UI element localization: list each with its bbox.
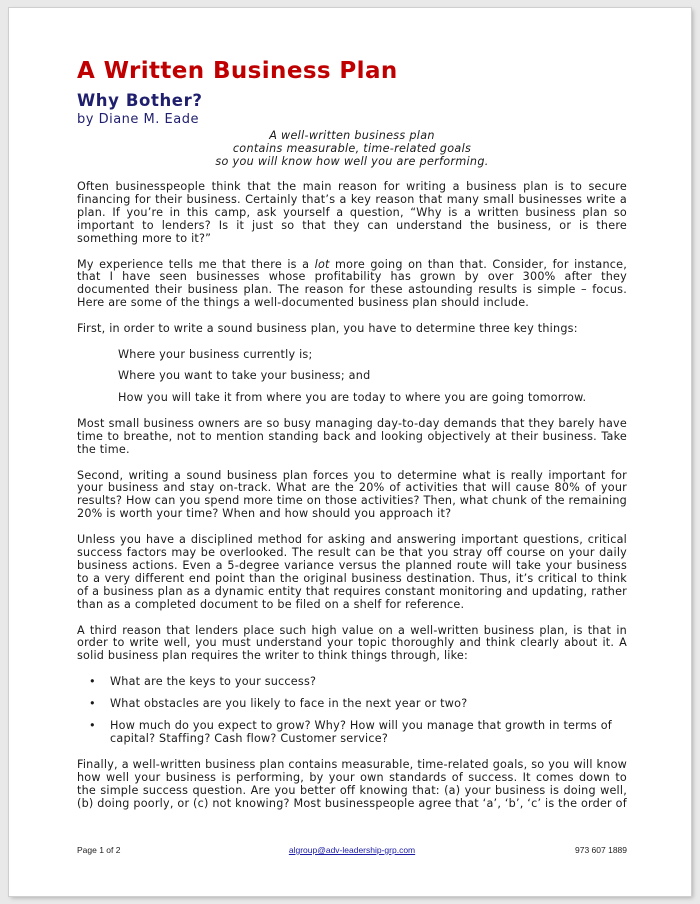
bullet-icon: •: [89, 697, 96, 711]
footer-email-wrap: [77, 845, 627, 855]
document-page: [9, 8, 691, 896]
paragraph-busy-owners: Most small business owners are so busy managing day-to-day demands that they barely have time to breathe, not to mention standing back and looking objectively at their business. Take the time.: [77, 416, 627, 456]
key-thing-item: Where you want to take your business; and: [118, 369, 371, 383]
paragraph-intro: Often businesspeople think that the main reason for writing a business plan is to secure financing for their business. Certainly that’s a key reason that many small businesses write a plan. If you’re in this camp, ask yourself a question, “Why is a written business plan so important to lenders? Is it just so that they can understand the business, or is there something more to it?”: [77, 180, 627, 245]
list-item: [77, 698, 627, 711]
emphasis-text: lot: [314, 257, 330, 271]
email-link[interactable]: algroup@adv-leadership-grp.com: [288, 845, 416, 855]
article-body: [77, 181, 627, 824]
paragraph-first-reason: First, in order to write a sound business plan, you have to determine three key things:: [77, 322, 578, 336]
paragraph-experience: [77, 259, 627, 311]
paragraph-second-reason: Second, writing a sound business plan forces you to determine what is really important for your business and stay on-track. What are the 20% of activities that will cause 80% of your results? How can you spend more time on those activities? Then, what chunk of the remaining 20% is worth your time? When and how should you approach it?: [77, 468, 627, 521]
bullet-icon: •: [89, 719, 96, 733]
epigraph-line: so you will know how well you are performing.: [215, 155, 489, 169]
list-item: [77, 676, 627, 689]
key-thing-item: How you will take it from where you are today to where you are going tomorrow.: [118, 390, 587, 404]
epigraph-line: contains measurable, time-related goals: [232, 142, 472, 156]
epigraph: [77, 129, 627, 169]
document-title: A Written Business Plan: [77, 58, 398, 84]
paragraph-finally: Finally, a well-written business plan contains measurable, time-related goals, so you will know how well your business is performing, by your own standards of success. It comes down to the simple success question. Are you better off knowing that: (a) your business is doing well, (b) doing poorly, or (c) not knowing? Most businesspeople agree that ‘a’, ‘b’, ‘c’ is the order of: [77, 757, 627, 810]
paragraph-text: My experience tells me that there is a: [77, 257, 315, 271]
page-number: Page 1 of 2: [77, 845, 121, 855]
paragraph-text: more going on than that. Consider, for instance, that I have seen businesses whose profitability has grown by over 300% after they documented their business plan. The reason for these astounding results is simple – focus. Here are some of the things a well-documented business plan should include.: [77, 257, 628, 310]
bullet-icon: •: [89, 675, 96, 689]
page-footer: [77, 845, 627, 857]
list-item-text: How much do you expect to grow? Why? How will you manage that growth in terms of capital? Staffing? Cash flow? Customer service?: [110, 719, 612, 745]
phone-number: 973 607 1889: [575, 845, 627, 855]
document-subtitle: Why Bother?: [77, 91, 203, 110]
epigraph-line: A well-written business plan: [269, 129, 435, 142]
key-thing-item: Where your business currently is;: [118, 348, 313, 362]
paragraph-third-reason: A third reason that lenders place such high value on a well-written business plan, is that in order to write well, you must understand your topic thoroughly and think clearly about it. A solid business plan requires the writer to think things through, like:: [77, 623, 627, 663]
list-item-text: What are the keys to your success?: [110, 675, 317, 689]
author-byline: by Diane M. Eade: [77, 112, 199, 127]
paragraph-disciplined-method: Unless you have a disciplined method for asking and answering important questions, critical success factors may be overlooked. The result can be that you stray off course on your daily business actions. Even a 5-degree variance versus the planned route will take your business to a very different end point than the original business destination. Thus, it’s critical to think of a business plan as a dynamic entity that requires constant monitoring and updating, rather than as a completed document to be filed on a shelf for reference.: [77, 533, 627, 611]
list-item-text: What obstacles are you likely to face in the next year or two?: [110, 697, 468, 711]
list-item: [77, 720, 627, 746]
question-list: [77, 676, 627, 746]
